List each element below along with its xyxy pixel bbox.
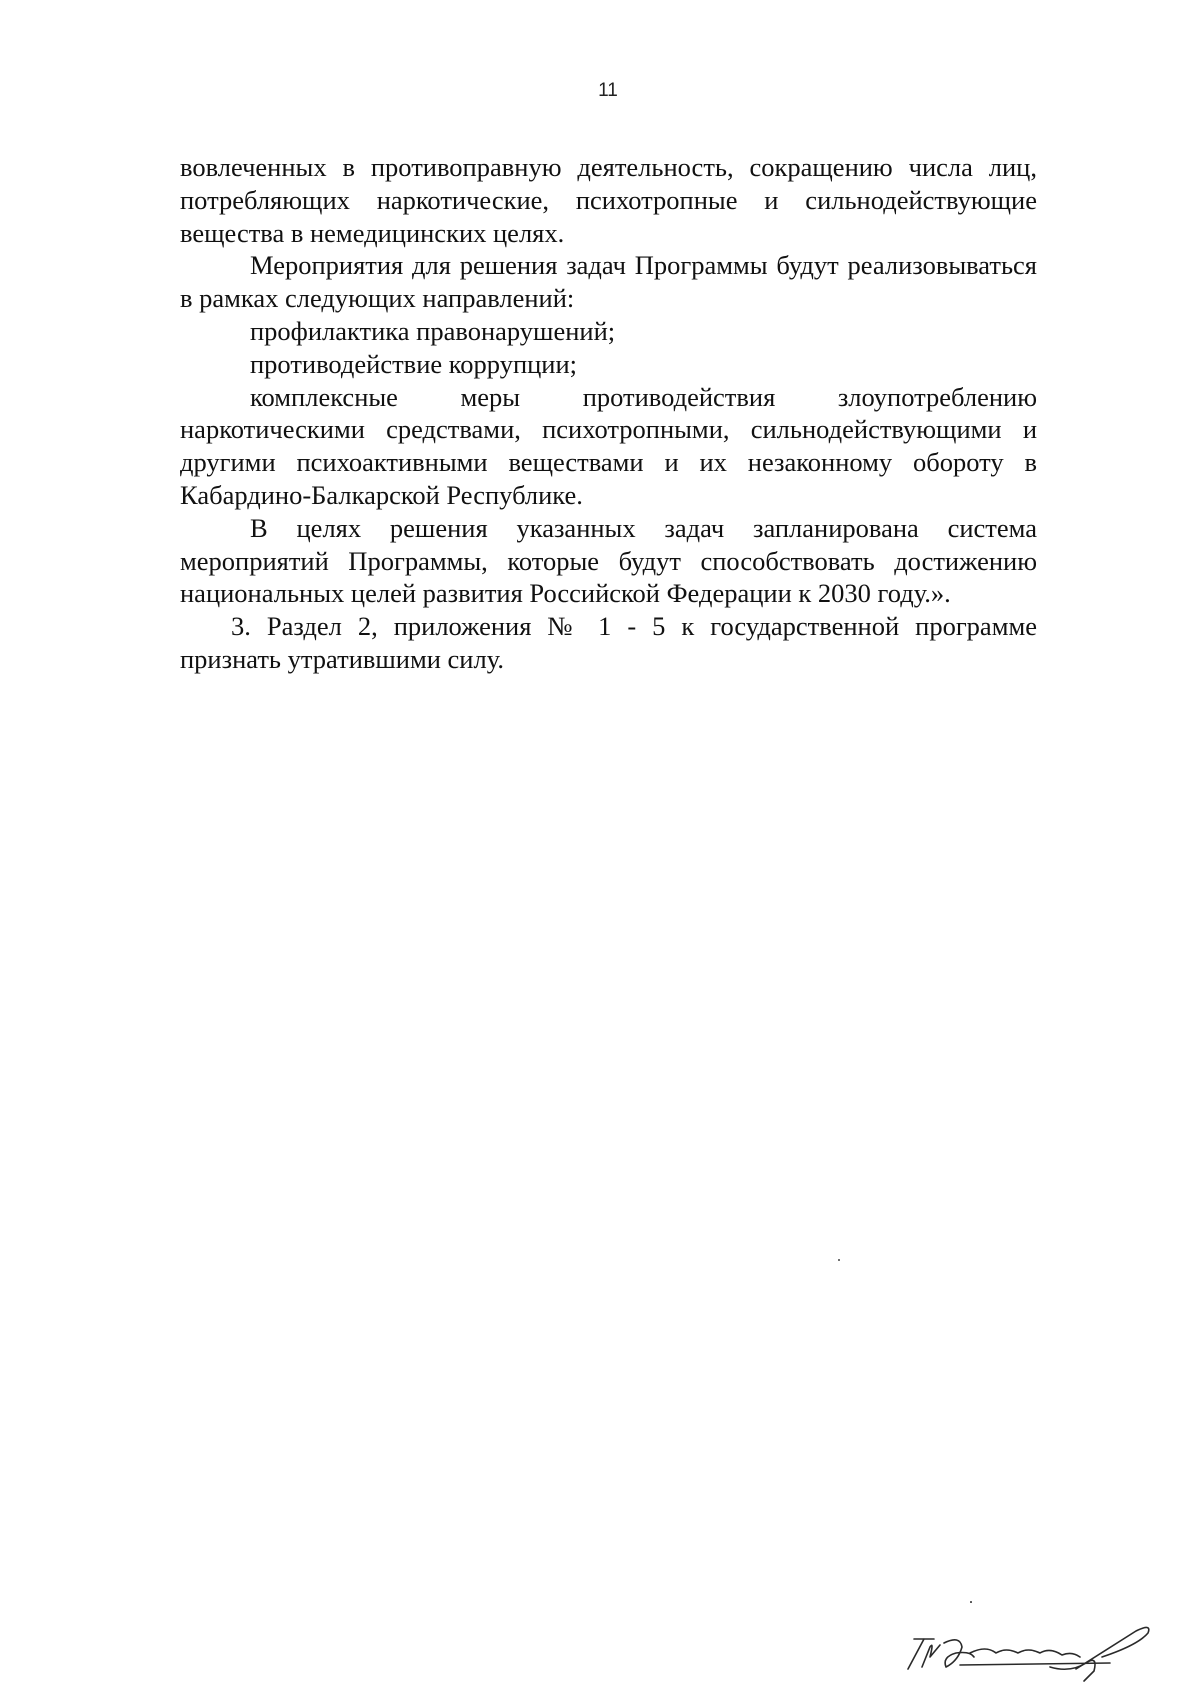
list-item-crime-prevention: профилактика правонарушений; bbox=[250, 315, 616, 346]
scan-speck bbox=[970, 1601, 972, 1603]
paragraph-continuation: вовлеченных в противоправную деятельность, сокращению числа лиц, потребляющих наркотические, психотропные и сильнодействующие вещества в немедицинских целях. bbox=[180, 152, 1037, 248]
paragraph-program-system: В целях решения указанных задач запланирована система мероприятий Программы, которые будут способствовать достижению национальных целей развития Российской Федерации к 2030 году.». bbox=[180, 512, 1037, 609]
paragraph-activities-intro: Мероприятия для решения задач Программы будут реализовываться в рамках следующих направлений: bbox=[180, 250, 1037, 314]
scan-speck bbox=[838, 1259, 840, 1261]
list-item-anti-drug-measures: комплексные меры противодействия злоупотреблению наркотическими средствами, психотропными, сильнодействующими и другими психоактивными веществами и их незаконному обороту в Кабардино-Балкарской Республике. bbox=[180, 381, 1037, 510]
paragraph-item-3: 3. Раздел 2, приложения № 1 - 5 к государственной программе признать утратившими силу. bbox=[180, 611, 1037, 674]
list-item-anti-corruption: противодействие коррупции; bbox=[250, 348, 578, 379]
document-body bbox=[180, 151, 1037, 676]
signature-icon bbox=[900, 1617, 1160, 1687]
page-number: 11 bbox=[598, 80, 618, 101]
